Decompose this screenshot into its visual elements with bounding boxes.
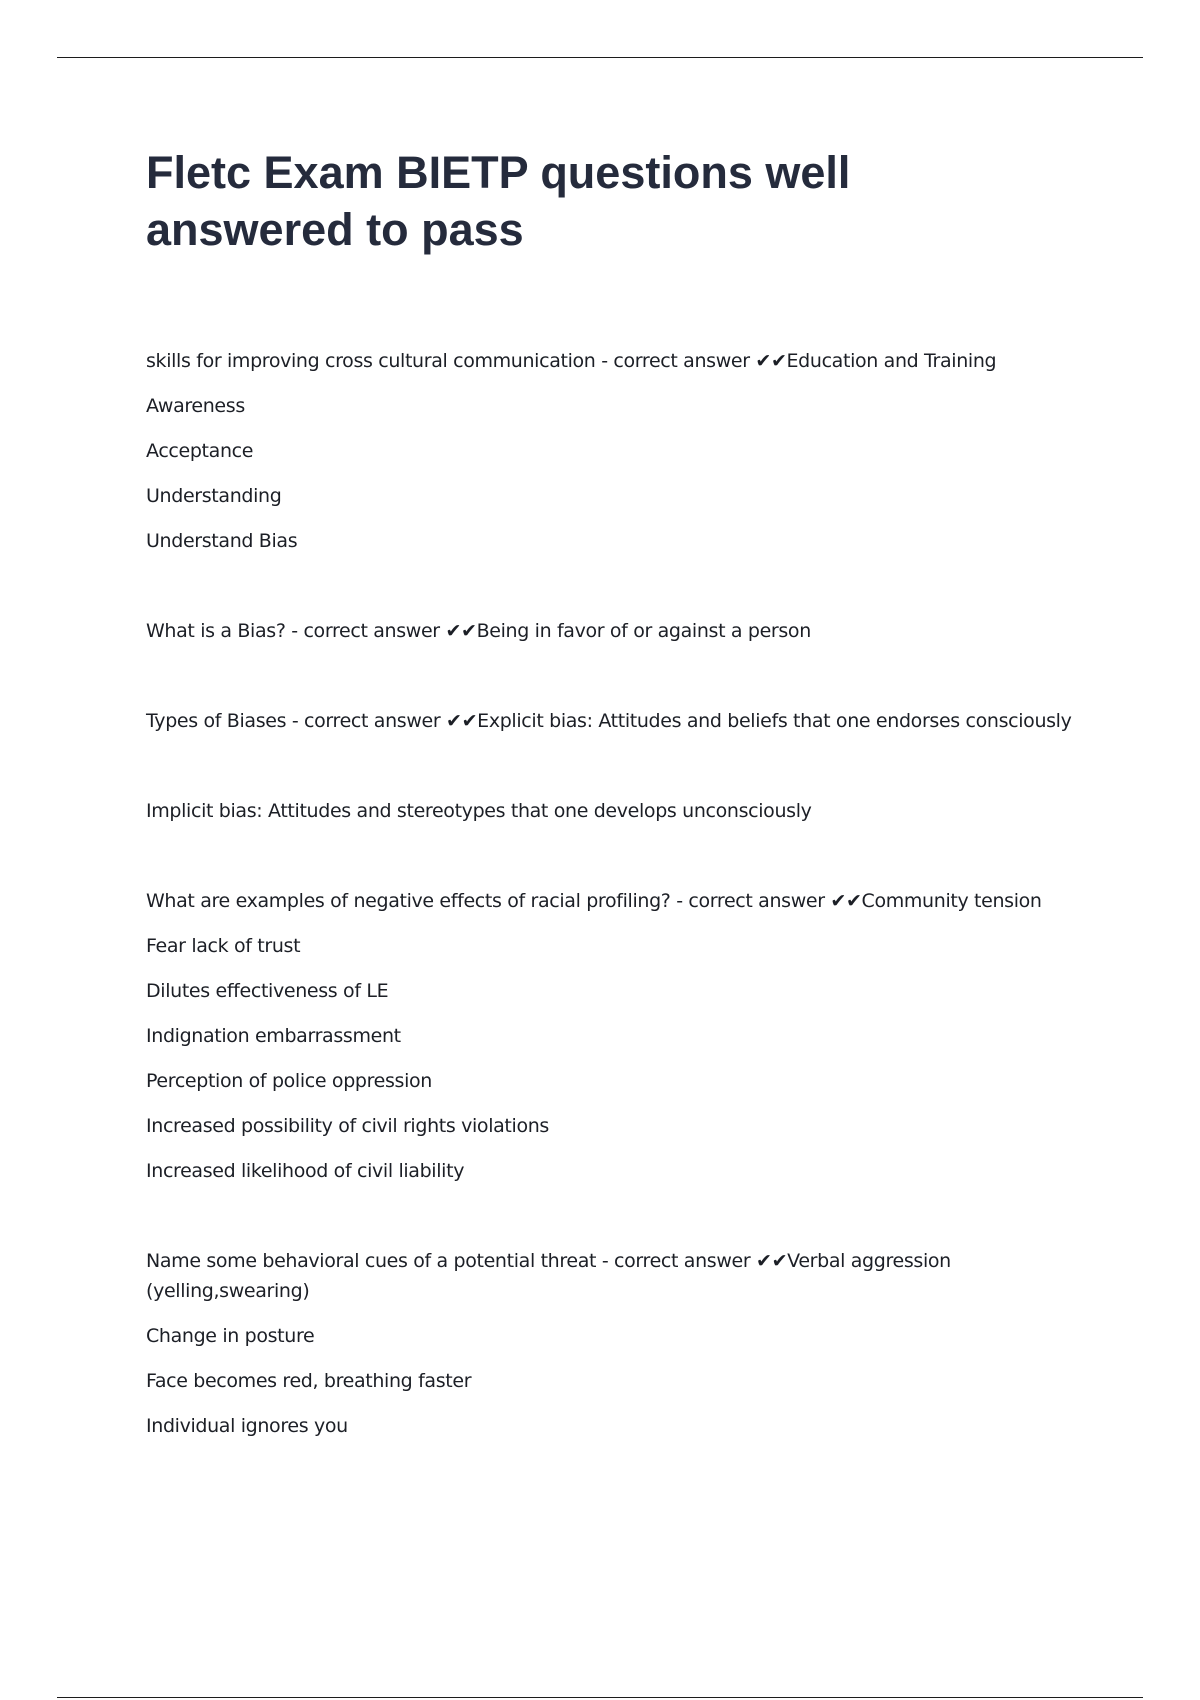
- question-text: Types of Biases: [146, 710, 287, 732]
- answer-marker: - correct answer ✔✔: [291, 710, 478, 732]
- answer-marker: - correct answer ✔✔: [601, 1250, 788, 1272]
- answer-marker: - correct answer ✔✔: [291, 620, 477, 642]
- question-line: [146, 706, 1076, 736]
- answer-continuation-line: (yelling,swearing): [146, 1280, 310, 1302]
- answer-text: Explicit bias: Attitudes and beliefs that one endorses consciously: [477, 710, 1072, 732]
- answer-marker: - correct answer ✔✔: [676, 890, 862, 912]
- answer-line: Individual ignores you: [146, 1415, 348, 1437]
- block-spacer: [146, 556, 1076, 616]
- answer-line: Increased possibility of civil rights violations: [146, 1115, 549, 1137]
- answer-text: Verbal aggression: [787, 1250, 951, 1272]
- standalone-line: Implicit bias: Attitudes and stereotypes that one develops unconsciously: [146, 800, 812, 822]
- answer-line: Acceptance: [146, 440, 254, 462]
- block-spacer: [146, 1186, 1076, 1246]
- answer-text: Education and Training: [786, 350, 997, 372]
- document-body: [146, 346, 1076, 1441]
- question-text: What is a Bias?: [146, 620, 286, 642]
- answer-line: Dilutes effectiveness of LE: [146, 980, 389, 1002]
- answer-marker: - correct answer ✔✔: [601, 350, 787, 372]
- answer-line: Awareness: [146, 395, 245, 417]
- question-text: Name some behavioral cues of a potential threat: [146, 1250, 597, 1272]
- top-rule: [57, 57, 1143, 58]
- question-text: skills for improving cross cultural communication: [146, 350, 596, 372]
- qa-block-behavioral-cues: [146, 1246, 1076, 1441]
- answer-line: Increased likelihood of civil liability: [146, 1160, 465, 1182]
- answer-text: Community tension: [861, 890, 1042, 912]
- qa-block-bias: [146, 616, 1076, 646]
- answer-line: Understanding: [146, 485, 282, 507]
- block-spacer: [146, 646, 1076, 706]
- question-line: [146, 886, 1076, 916]
- answer-line: Change in posture: [146, 1325, 315, 1347]
- qa-block-types-of-biases: [146, 706, 1076, 736]
- answer-line: Fear lack of trust: [146, 935, 301, 957]
- document-title: Fletc Exam BIETP questions well answered to pass: [146, 147, 851, 255]
- question-text: What are examples of negative effects of racial profiling?: [146, 890, 671, 912]
- answer-line: Perception of police oppression: [146, 1070, 432, 1092]
- answer-line: Face becomes red, breathing faster: [146, 1370, 472, 1392]
- question-line: [146, 616, 1076, 646]
- question-line: [146, 1246, 1076, 1276]
- bottom-rule: [57, 1697, 1143, 1698]
- block-spacer: [146, 826, 1076, 886]
- answer-line: Indignation embarrassment: [146, 1025, 401, 1047]
- answer-text: Being in favor of or against a person: [476, 620, 811, 642]
- qa-block-racial-profiling: [146, 886, 1076, 1186]
- qa-block-implicit-bias: [146, 796, 1076, 826]
- block-spacer: [146, 736, 1076, 796]
- answer-line: Understand Bias: [146, 530, 298, 552]
- qa-block-cross-cultural: [146, 346, 1076, 556]
- question-line: [146, 346, 1076, 376]
